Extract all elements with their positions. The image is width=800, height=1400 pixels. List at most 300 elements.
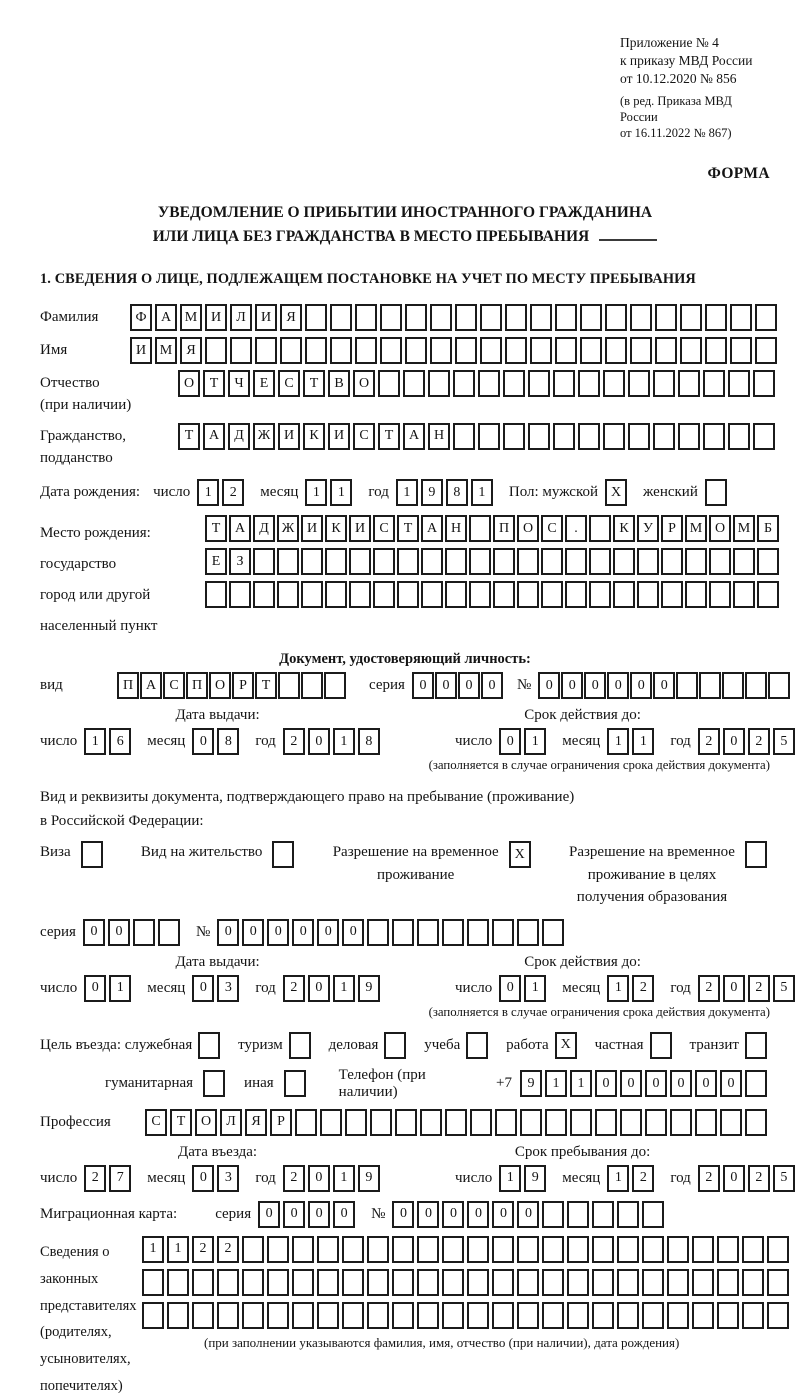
form-cell[interactable]	[628, 423, 650, 450]
form-cell[interactable]	[467, 1269, 489, 1296]
form-cell[interactable]: 2	[698, 728, 720, 755]
form-cell[interactable]	[555, 304, 577, 331]
form-cell[interactable]	[530, 337, 552, 364]
form-cell[interactable]: 0	[561, 672, 583, 699]
migration-number-cells[interactable]	[392, 1201, 667, 1228]
form-cell[interactable]	[503, 370, 525, 397]
form-cell[interactable]	[605, 304, 627, 331]
form-cell[interactable]	[617, 1236, 639, 1263]
form-cell[interactable]: 0	[417, 1201, 439, 1228]
form-cell[interactable]: 0	[217, 919, 239, 946]
form-cell[interactable]	[267, 1269, 289, 1296]
form-cell[interactable]	[370, 1109, 392, 1136]
stay-until-month[interactable]	[607, 1165, 657, 1192]
form-cell[interactable]	[392, 1236, 414, 1263]
form-cell[interactable]: 2	[192, 1236, 214, 1263]
form-cell[interactable]	[253, 581, 275, 608]
firstname-cells[interactable]	[130, 337, 780, 364]
form-cell[interactable]: 0	[481, 672, 503, 699]
doc-until-month[interactable]	[607, 728, 657, 755]
form-cell[interactable]	[555, 337, 577, 364]
form-cell[interactable]	[442, 1236, 464, 1263]
form-cell[interactable]	[699, 672, 721, 699]
form-cell[interactable]	[142, 1269, 164, 1296]
form-cell[interactable]: Д	[228, 423, 250, 450]
visa-checkbox[interactable]	[81, 841, 106, 868]
form-cell[interactable]	[301, 581, 323, 608]
form-cell[interactable]	[745, 1070, 767, 1097]
form-cell[interactable]	[466, 1032, 488, 1059]
patronymic-cells[interactable]	[178, 370, 778, 397]
form-cell[interactable]: И	[301, 515, 323, 542]
form-cell[interactable]: 0	[84, 975, 106, 1002]
form-cell[interactable]: 3	[217, 1165, 239, 1192]
form-cell[interactable]	[397, 548, 419, 575]
doc-number-cells[interactable]	[538, 672, 791, 699]
form-cell[interactable]: 2	[748, 728, 770, 755]
form-cell[interactable]: Ч	[228, 370, 250, 397]
form-cell[interactable]: 0	[720, 1070, 742, 1097]
form-cell[interactable]	[295, 1109, 317, 1136]
form-cell[interactable]	[517, 1236, 539, 1263]
form-cell[interactable]: Р	[661, 515, 683, 542]
birth-day-cells[interactable]	[197, 479, 247, 506]
form-cell[interactable]: К	[613, 515, 635, 542]
form-cell[interactable]	[745, 672, 767, 699]
form-cell[interactable]	[467, 1236, 489, 1263]
migration-series-cells[interactable]	[258, 1201, 358, 1228]
form-cell[interactable]	[493, 581, 515, 608]
form-cell[interactable]	[330, 304, 352, 331]
form-cell[interactable]	[678, 370, 700, 397]
form-cell[interactable]: Т	[303, 370, 325, 397]
form-cell[interactable]	[317, 1269, 339, 1296]
form-cell[interactable]	[705, 337, 727, 364]
form-cell[interactable]	[692, 1236, 714, 1263]
form-cell[interactable]	[709, 548, 731, 575]
form-cell[interactable]	[720, 1109, 742, 1136]
form-cell[interactable]: 0	[645, 1070, 667, 1097]
form-cell[interactable]: Н	[445, 515, 467, 542]
purpose-other-checkbox[interactable]	[284, 1070, 309, 1097]
form-cell[interactable]	[349, 548, 371, 575]
form-cell[interactable]: Т	[378, 423, 400, 450]
doc-issue-year[interactable]	[283, 728, 383, 755]
form-cell[interactable]	[453, 370, 475, 397]
form-cell[interactable]: 2	[283, 1165, 305, 1192]
form-cell[interactable]	[392, 1269, 414, 1296]
form-cell[interactable]: Т	[255, 672, 277, 699]
form-cell[interactable]	[198, 1032, 220, 1059]
form-cell[interactable]	[589, 548, 611, 575]
form-cell[interactable]	[167, 1302, 189, 1329]
form-cell[interactable]	[730, 337, 752, 364]
form-cell[interactable]: 6	[109, 728, 131, 755]
form-cell[interactable]	[592, 1269, 614, 1296]
form-cell[interactable]	[567, 1236, 589, 1263]
permit-until-day[interactable]	[499, 975, 549, 1002]
form-cell[interactable]	[469, 515, 491, 542]
form-cell[interactable]	[645, 1109, 667, 1136]
form-cell[interactable]: 0	[292, 919, 314, 946]
form-cell[interactable]: П	[493, 515, 515, 542]
form-cell[interactable]	[397, 581, 419, 608]
form-cell[interactable]	[592, 1236, 614, 1263]
form-cell[interactable]: 8	[358, 728, 380, 755]
form-cell[interactable]: 1	[607, 728, 629, 755]
form-cell[interactable]: 9	[520, 1070, 542, 1097]
form-cell[interactable]	[325, 581, 347, 608]
form-cell[interactable]	[753, 423, 775, 450]
form-cell[interactable]: 2	[632, 975, 654, 1002]
purpose-official-checkbox[interactable]	[198, 1032, 223, 1059]
form-cell[interactable]	[495, 1109, 517, 1136]
form-cell[interactable]: А	[155, 304, 177, 331]
permit-issue-month[interactable]	[192, 975, 242, 1002]
form-cell[interactable]: У	[637, 515, 659, 542]
form-cell[interactable]	[580, 337, 602, 364]
form-cell[interactable]	[767, 1236, 789, 1263]
form-cell[interactable]: 0	[695, 1070, 717, 1097]
form-cell[interactable]: 0	[458, 672, 480, 699]
form-cell[interactable]	[493, 548, 515, 575]
form-cell[interactable]	[630, 304, 652, 331]
form-cell[interactable]: Т	[178, 423, 200, 450]
form-cell[interactable]: 9	[358, 1165, 380, 1192]
form-cell[interactable]: 1	[142, 1236, 164, 1263]
form-cell[interactable]: 0	[267, 919, 289, 946]
form-cell[interactable]: 0	[723, 975, 745, 1002]
form-cell[interactable]	[480, 337, 502, 364]
form-cell[interactable]	[492, 1236, 514, 1263]
form-cell[interactable]: 7	[109, 1165, 131, 1192]
form-cell[interactable]: М	[180, 304, 202, 331]
form-cell[interactable]: 1	[632, 728, 654, 755]
form-cell[interactable]: И	[328, 423, 350, 450]
form-cell[interactable]	[753, 370, 775, 397]
form-cell[interactable]	[517, 1269, 539, 1296]
form-cell[interactable]: 1	[333, 1165, 355, 1192]
form-cell[interactable]: И	[349, 515, 371, 542]
form-cell[interactable]	[253, 548, 275, 575]
form-cell[interactable]: С	[145, 1109, 167, 1136]
form-cell[interactable]: X	[555, 1032, 577, 1059]
form-cell[interactable]	[655, 304, 677, 331]
form-cell[interactable]	[445, 581, 467, 608]
form-cell[interactable]	[520, 1109, 542, 1136]
form-cell[interactable]: 2	[217, 1236, 239, 1263]
form-cell[interactable]: 2	[698, 975, 720, 1002]
form-cell[interactable]	[467, 1302, 489, 1329]
form-cell[interactable]: 1	[167, 1236, 189, 1263]
birth-year-cells[interactable]	[396, 479, 496, 506]
form-cell[interactable]	[567, 1302, 589, 1329]
form-cell[interactable]: О	[178, 370, 200, 397]
form-cell[interactable]: 2	[283, 975, 305, 1002]
form-cell[interactable]: X	[605, 479, 627, 506]
form-cell[interactable]: Л	[230, 304, 252, 331]
form-cell[interactable]	[578, 423, 600, 450]
doc-issue-month[interactable]	[192, 728, 242, 755]
form-cell[interactable]	[541, 581, 563, 608]
form-cell[interactable]: М	[685, 515, 707, 542]
form-cell[interactable]	[613, 548, 635, 575]
form-cell[interactable]: 1	[570, 1070, 592, 1097]
form-cell[interactable]	[242, 1269, 264, 1296]
form-cell[interactable]	[373, 548, 395, 575]
form-cell[interactable]	[284, 1070, 306, 1097]
form-cell[interactable]: О	[195, 1109, 217, 1136]
form-cell[interactable]: 0	[83, 919, 105, 946]
form-cell[interactable]	[703, 370, 725, 397]
form-cell[interactable]	[717, 1269, 739, 1296]
form-cell[interactable]	[595, 1109, 617, 1136]
form-cell[interactable]	[203, 1070, 225, 1097]
representatives-cells-row2[interactable]	[142, 1269, 792, 1296]
form-cell[interactable]	[733, 548, 755, 575]
form-cell[interactable]: 1	[524, 975, 546, 1002]
form-cell[interactable]: 2	[283, 728, 305, 755]
form-cell[interactable]	[430, 304, 452, 331]
form-cell[interactable]	[378, 370, 400, 397]
form-cell[interactable]	[661, 581, 683, 608]
permit-issue-year[interactable]	[283, 975, 383, 1002]
form-cell[interactable]	[167, 1269, 189, 1296]
form-cell[interactable]	[442, 919, 464, 946]
form-cell[interactable]	[478, 423, 500, 450]
profession-cells[interactable]	[145, 1109, 770, 1136]
form-cell[interactable]	[565, 581, 587, 608]
form-cell[interactable]: И	[278, 423, 300, 450]
representatives-cells-row1[interactable]	[142, 1236, 792, 1263]
form-cell[interactable]	[580, 304, 602, 331]
form-cell[interactable]: 1	[545, 1070, 567, 1097]
form-cell[interactable]: Р	[232, 672, 254, 699]
form-cell[interactable]: П	[186, 672, 208, 699]
stay-until-day[interactable]	[499, 1165, 549, 1192]
form-cell[interactable]: 0	[607, 672, 629, 699]
form-cell[interactable]: Т	[397, 515, 419, 542]
form-cell[interactable]: Е	[205, 548, 227, 575]
form-cell[interactable]	[469, 581, 491, 608]
form-cell[interactable]	[492, 1302, 514, 1329]
form-cell[interactable]	[277, 548, 299, 575]
form-cell[interactable]	[541, 548, 563, 575]
form-cell[interactable]	[355, 337, 377, 364]
form-cell[interactable]	[305, 304, 327, 331]
form-cell[interactable]: 5	[773, 975, 795, 1002]
form-cell[interactable]: 2	[632, 1165, 654, 1192]
form-cell[interactable]	[755, 337, 777, 364]
form-cell[interactable]: 0	[653, 672, 675, 699]
form-cell[interactable]	[349, 581, 371, 608]
form-cell[interactable]	[503, 423, 525, 450]
form-cell[interactable]	[553, 423, 575, 450]
form-cell[interactable]: И	[255, 304, 277, 331]
form-cell[interactable]: 1	[524, 728, 546, 755]
residence-checkbox[interactable]	[272, 841, 297, 868]
form-cell[interactable]	[417, 1269, 439, 1296]
form-cell[interactable]: 2	[222, 479, 244, 506]
form-cell[interactable]: А	[140, 672, 162, 699]
form-cell[interactable]	[589, 515, 611, 542]
form-cell[interactable]	[355, 304, 377, 331]
form-cell[interactable]	[292, 1236, 314, 1263]
form-cell[interactable]: 0	[242, 919, 264, 946]
form-cell[interactable]	[292, 1269, 314, 1296]
form-cell[interactable]: Ф	[130, 304, 152, 331]
form-cell[interactable]	[395, 1109, 417, 1136]
form-cell[interactable]: С	[353, 423, 375, 450]
form-cell[interactable]	[229, 581, 251, 608]
form-cell[interactable]	[517, 919, 539, 946]
form-cell[interactable]: 0	[308, 975, 330, 1002]
form-cell[interactable]	[655, 337, 677, 364]
form-cell[interactable]	[642, 1236, 664, 1263]
form-cell[interactable]: А	[203, 423, 225, 450]
purpose-work-checkbox[interactable]	[555, 1032, 580, 1059]
form-cell[interactable]: 0	[492, 1201, 514, 1228]
form-cell[interactable]: А	[403, 423, 425, 450]
form-cell[interactable]	[757, 548, 779, 575]
form-cell[interactable]: Т	[203, 370, 225, 397]
form-cell[interactable]	[742, 1302, 764, 1329]
doc-kind-cells[interactable]	[117, 672, 347, 699]
form-cell[interactable]	[613, 581, 635, 608]
form-cell[interactable]	[455, 304, 477, 331]
form-cell[interactable]	[380, 337, 402, 364]
form-cell[interactable]: 2	[748, 975, 770, 1002]
form-cell[interactable]: 0	[308, 728, 330, 755]
sex-male-checkbox[interactable]	[605, 479, 630, 506]
form-cell[interactable]	[730, 304, 752, 331]
form-cell[interactable]: Я	[245, 1109, 267, 1136]
form-cell[interactable]: 0	[308, 1165, 330, 1192]
doc-until-day[interactable]	[499, 728, 549, 755]
birthplace-cells-row2[interactable]	[205, 548, 781, 575]
form-cell[interactable]	[685, 548, 707, 575]
form-cell[interactable]: В	[328, 370, 350, 397]
form-cell[interactable]: А	[229, 515, 251, 542]
form-cell[interactable]: 0	[192, 728, 214, 755]
form-cell[interactable]	[217, 1302, 239, 1329]
form-cell[interactable]	[757, 581, 779, 608]
form-cell[interactable]	[542, 1269, 564, 1296]
form-cell[interactable]	[442, 1302, 464, 1329]
form-cell[interactable]	[467, 919, 489, 946]
permit-number-cells[interactable]	[217, 919, 567, 946]
form-cell[interactable]	[517, 1302, 539, 1329]
form-cell[interactable]: 0	[342, 919, 364, 946]
form-cell[interactable]	[517, 581, 539, 608]
form-cell[interactable]	[367, 1302, 389, 1329]
form-cell[interactable]	[301, 548, 323, 575]
form-cell[interactable]: И	[130, 337, 152, 364]
form-cell[interactable]: О	[353, 370, 375, 397]
form-cell[interactable]	[430, 337, 452, 364]
form-cell[interactable]: Я	[280, 304, 302, 331]
form-cell[interactable]	[592, 1201, 614, 1228]
form-cell[interactable]: М	[733, 515, 755, 542]
form-cell[interactable]: 1	[499, 1165, 521, 1192]
form-cell[interactable]	[745, 841, 767, 868]
sex-female-checkbox[interactable]	[705, 479, 730, 506]
form-cell[interactable]: 0	[723, 1165, 745, 1192]
form-cell[interactable]	[567, 1201, 589, 1228]
doc-until-year[interactable]	[698, 728, 798, 755]
form-cell[interactable]	[692, 1269, 714, 1296]
form-cell[interactable]: 0	[595, 1070, 617, 1097]
purpose-private-checkbox[interactable]	[650, 1032, 675, 1059]
form-cell[interactable]	[205, 581, 227, 608]
form-cell[interactable]: 0	[630, 672, 652, 699]
form-cell[interactable]	[142, 1302, 164, 1329]
entry-day[interactable]	[84, 1165, 134, 1192]
form-cell[interactable]: Н	[428, 423, 450, 450]
form-cell[interactable]	[676, 672, 698, 699]
form-cell[interactable]	[367, 919, 389, 946]
form-cell[interactable]	[505, 337, 527, 364]
form-cell[interactable]: М	[155, 337, 177, 364]
form-cell[interactable]: 8	[446, 479, 468, 506]
form-cell[interactable]: О	[709, 515, 731, 542]
phone-cells[interactable]	[520, 1070, 770, 1097]
form-cell[interactable]: О	[517, 515, 539, 542]
form-cell[interactable]	[695, 1109, 717, 1136]
form-cell[interactable]: 0	[442, 1201, 464, 1228]
form-cell[interactable]	[81, 841, 103, 868]
form-cell[interactable]	[722, 672, 744, 699]
form-cell[interactable]	[745, 1109, 767, 1136]
form-cell[interactable]	[542, 919, 564, 946]
stay-until-year[interactable]	[698, 1165, 798, 1192]
form-cell[interactable]	[661, 548, 683, 575]
form-cell[interactable]	[230, 337, 252, 364]
form-cell[interactable]: 0	[620, 1070, 642, 1097]
form-cell[interactable]	[324, 672, 346, 699]
form-cell[interactable]: 1	[109, 975, 131, 1002]
form-cell[interactable]: Т	[170, 1109, 192, 1136]
form-cell[interactable]	[768, 672, 790, 699]
form-cell[interactable]: .	[565, 515, 587, 542]
form-cell[interactable]	[342, 1236, 364, 1263]
form-cell[interactable]	[470, 1109, 492, 1136]
form-cell[interactable]: 8	[217, 728, 239, 755]
birthplace-cells-row1[interactable]	[205, 515, 781, 542]
form-cell[interactable]	[420, 1109, 442, 1136]
form-cell[interactable]: Д	[253, 515, 275, 542]
form-cell[interactable]	[767, 1269, 789, 1296]
form-cell[interactable]: Л	[220, 1109, 242, 1136]
form-cell[interactable]	[637, 548, 659, 575]
form-cell[interactable]: 1	[607, 975, 629, 1002]
form-cell[interactable]	[717, 1236, 739, 1263]
representatives-cells-row3[interactable]	[142, 1302, 792, 1329]
form-cell[interactable]	[267, 1236, 289, 1263]
form-cell[interactable]: 5	[773, 728, 795, 755]
form-cell[interactable]	[317, 1236, 339, 1263]
form-cell[interactable]: С	[163, 672, 185, 699]
form-cell[interactable]	[492, 919, 514, 946]
form-cell[interactable]	[405, 304, 427, 331]
form-cell[interactable]	[455, 337, 477, 364]
form-cell[interactable]	[617, 1302, 639, 1329]
form-cell[interactable]	[692, 1302, 714, 1329]
form-cell[interactable]: Ж	[253, 423, 275, 450]
doc-series-cells[interactable]	[412, 672, 504, 699]
temp-permit-checkbox[interactable]	[509, 841, 534, 868]
edu-permit-checkbox[interactable]	[745, 841, 770, 868]
